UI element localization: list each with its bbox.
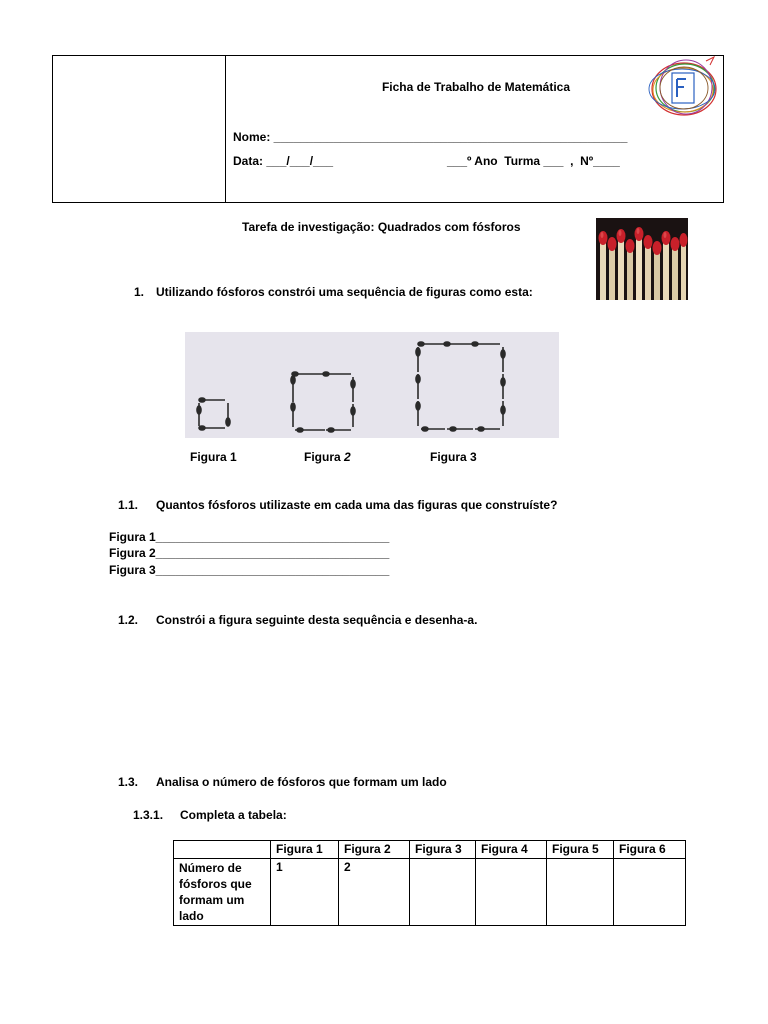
question-1-3-1-text: Completa a tabela:	[180, 808, 287, 822]
table-cell-figure-5[interactable]	[547, 859, 614, 926]
figure-2-label-word: Figura	[304, 450, 345, 464]
figure-2-label	[304, 450, 351, 464]
school-logo	[644, 55, 724, 119]
table-header-cell	[174, 841, 271, 859]
matches-photo	[596, 218, 688, 300]
question-1-3-1-number: 1.3.1.	[133, 808, 164, 822]
table-row	[174, 859, 686, 926]
answer-figure-3[interactable]: Figura 3___________________________________	[109, 563, 390, 577]
class-field[interactable]: ___º Ano Turma ___ , Nº____	[447, 154, 620, 168]
sides-table	[173, 840, 686, 926]
answer-figure-2[interactable]: Figura 2___________________________________	[109, 546, 390, 560]
table-cell-figure-1[interactable]: 1	[271, 859, 339, 926]
table-header-cell: Figura 6	[614, 841, 686, 859]
question-1-text: Utilizando fósforos constrói uma sequência de figuras como esta:	[156, 285, 533, 299]
matchstick-figures	[185, 332, 559, 438]
table-header-cell: Figura 3	[410, 841, 476, 859]
question-1-3-text: Analisa o número de fósforos que formam um lado	[156, 775, 447, 789]
date-field[interactable]: Data: ___/___/___	[233, 154, 334, 168]
question-1-3-number: 1.3.	[118, 775, 139, 789]
table-header-row	[174, 841, 686, 859]
question-1-1-text: Quantos fósforos utilizaste em cada uma das figuras que construíste?	[156, 498, 558, 512]
question-1-number: 1.	[134, 285, 145, 299]
figure-3-label: Figura 3	[430, 450, 477, 464]
row-label-cell: Número de fósforos que formam um lado	[174, 859, 271, 926]
sheet-title: Ficha de Trabalho de Matemática	[381, 80, 571, 94]
table-cell-figure-3[interactable]	[410, 859, 476, 926]
table-cell-figure-2[interactable]: 2	[339, 859, 410, 926]
header-divider	[225, 55, 226, 203]
table-header-cell: Figura 2	[339, 841, 410, 859]
task-title: Tarefa de investigação: Quadrados com fósforos	[242, 220, 521, 234]
question-1-2-number: 1.2.	[118, 613, 139, 627]
table-header-cell: Figura 5	[547, 841, 614, 859]
table-header-cell: Figura 4	[476, 841, 547, 859]
question-1-2-text: Constrói a figura seguinte desta sequência e desenha-a.	[156, 613, 478, 627]
figure-2-label-number: 2	[344, 450, 351, 464]
answer-figure-1[interactable]: Figura 1___________________________________	[109, 530, 390, 544]
question-1-1-number: 1.1.	[118, 498, 139, 512]
header-box	[52, 55, 724, 203]
table-header-cell: Figura 1	[271, 841, 339, 859]
figure-1-label: Figura 1	[190, 450, 237, 464]
name-field[interactable]: Nome: _____________________________________________________	[233, 130, 628, 144]
table-cell-figure-6[interactable]	[614, 859, 686, 926]
table-cell-figure-4[interactable]	[476, 859, 547, 926]
